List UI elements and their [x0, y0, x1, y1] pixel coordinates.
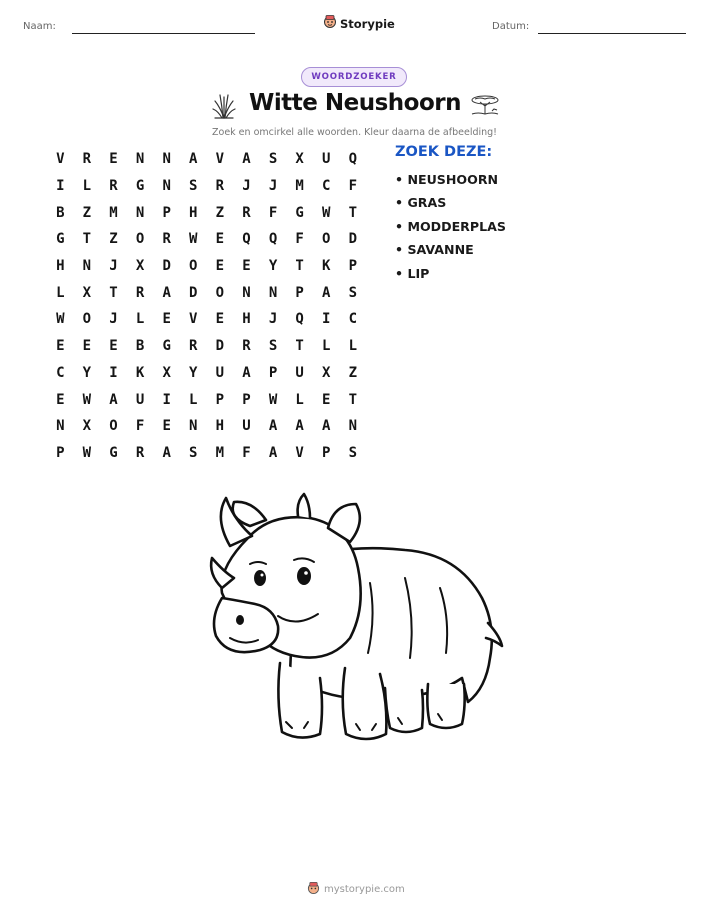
date-label: Datum:: [492, 21, 530, 32]
word-list-heading: ZOEK DEZE:: [395, 144, 493, 160]
grid-cell[interactable]: B: [56, 204, 65, 221]
grid-cell[interactable]: D: [348, 231, 358, 248]
grid-cell[interactable]: N: [348, 418, 358, 435]
grid-cell[interactable]: E: [162, 311, 171, 328]
grid-cell[interactable]: X: [82, 418, 92, 435]
grid-cell[interactable]: U: [322, 151, 331, 168]
grid-cell[interactable]: F: [135, 418, 145, 435]
grid-cell[interactable]: O: [322, 231, 331, 248]
grid-cell[interactable]: A: [268, 444, 278, 461]
grid-cell[interactable]: P: [215, 391, 225, 408]
grid-cell[interactable]: Z: [348, 364, 358, 381]
instructions: Zoek en omcirkel alle woorden. Kleur daarna de afbeelding!: [212, 127, 497, 138]
grid-cell[interactable]: W: [82, 444, 92, 461]
grid-cell[interactable]: F: [242, 444, 251, 461]
grid-cell[interactable]: G: [295, 204, 304, 221]
grid-cell[interactable]: W: [82, 391, 92, 408]
grid-cell[interactable]: G: [56, 231, 65, 248]
grid-cell[interactable]: C: [56, 364, 65, 381]
grid-cell[interactable]: P: [162, 204, 171, 221]
grid-cell[interactable]: P: [242, 391, 251, 408]
grid-cell[interactable]: E: [109, 151, 118, 168]
word-list-item: • LIP: [395, 264, 506, 287]
grid-cell[interactable]: H: [189, 204, 198, 221]
grid-cell[interactable]: S: [268, 338, 278, 355]
brand-name: Storypie: [340, 16, 395, 31]
grid-cell[interactable]: T: [348, 204, 358, 221]
grid-cell[interactable]: R: [242, 338, 251, 355]
grid-cell[interactable]: H: [215, 418, 225, 435]
grid-cell[interactable]: Y: [268, 258, 278, 275]
grid-cell[interactable]: R: [135, 284, 145, 301]
grid-cell[interactable]: V: [295, 444, 304, 461]
grid-cell[interactable]: E: [215, 231, 225, 248]
grid-cell[interactable]: N: [162, 178, 171, 195]
grid-cell[interactable]: S: [348, 284, 358, 301]
word-list-item: • NEUSHOORN: [395, 170, 506, 193]
grid-cell[interactable]: J: [109, 311, 118, 328]
grid-cell[interactable]: X: [82, 284, 92, 301]
grid-cell[interactable]: R: [242, 204, 251, 221]
grid-cell[interactable]: L: [82, 178, 92, 195]
grid-cell[interactable]: V: [189, 311, 198, 328]
name-line[interactable]: [72, 33, 255, 34]
grid-cell[interactable]: H: [56, 258, 65, 275]
grid-cell[interactable]: J: [268, 311, 278, 328]
storypie-logo-icon: [307, 880, 320, 899]
grid-cell[interactable]: T: [82, 231, 92, 248]
grid-cell[interactable]: S: [348, 444, 358, 461]
grid-cell[interactable]: N: [162, 151, 171, 168]
grid-cell[interactable]: E: [322, 391, 331, 408]
grid-cell[interactable]: A: [322, 284, 331, 301]
grid-cell[interactable]: X: [162, 364, 171, 381]
grid-cell[interactable]: W: [189, 231, 198, 248]
grid-cell[interactable]: K: [135, 364, 145, 381]
grid-cell[interactable]: X: [295, 151, 304, 168]
page-title: Witte Neushoorn: [249, 90, 461, 116]
grid-cell[interactable]: T: [348, 391, 358, 408]
grid-cell[interactable]: N: [56, 418, 65, 435]
grid-cell[interactable]: F: [348, 178, 358, 195]
grid-cell[interactable]: Z: [215, 204, 225, 221]
grid-cell[interactable]: W: [268, 391, 278, 408]
grid-cell[interactable]: R: [109, 178, 118, 195]
grid-cell[interactable]: E: [56, 338, 65, 355]
grid-cell[interactable]: U: [215, 364, 225, 381]
grid-cell[interactable]: D: [189, 284, 198, 301]
word-search-grid: [47, 146, 366, 466]
grid-cell[interactable]: X: [322, 364, 331, 381]
grid-cell[interactable]: E: [215, 311, 225, 328]
grid-cell[interactable]: T: [295, 338, 304, 355]
grid-cell[interactable]: P: [295, 284, 304, 301]
rhino-illustration: [200, 488, 510, 754]
grid-cell[interactable]: E: [109, 338, 118, 355]
grass-icon: [211, 91, 237, 123]
grid-cell[interactable]: Y: [189, 364, 198, 381]
date-line[interactable]: [538, 33, 686, 34]
grid-cell[interactable]: F: [295, 231, 304, 248]
grid-cell[interactable]: P: [348, 258, 358, 275]
grid-cell[interactable]: R: [135, 444, 145, 461]
grid-cell[interactable]: A: [268, 418, 278, 435]
grid-cell[interactable]: E: [215, 258, 225, 275]
grid-cell[interactable]: L: [295, 391, 304, 408]
grid-cell[interactable]: G: [109, 444, 118, 461]
grid-cell[interactable]: A: [162, 284, 171, 301]
grid-cell[interactable]: T: [109, 284, 118, 301]
grid-cell[interactable]: Q: [242, 231, 251, 248]
grid-cell[interactable]: J: [109, 258, 118, 275]
word-list-item: • GRAS: [395, 193, 506, 216]
word-list-item: • SAVANNE: [395, 240, 506, 263]
grid-cell[interactable]: Q: [295, 311, 304, 328]
grid-cell[interactable]: C: [348, 311, 358, 328]
grid-cell[interactable]: I: [322, 311, 331, 328]
grid-cell[interactable]: I: [56, 178, 65, 195]
grid-cell[interactable]: M: [109, 204, 118, 221]
grid-cell[interactable]: S: [189, 178, 198, 195]
grid-cell[interactable]: L: [189, 391, 198, 408]
grid-cell[interactable]: Z: [82, 204, 92, 221]
grid-cell[interactable]: G: [162, 338, 171, 355]
grid-cell[interactable]: N: [82, 258, 92, 275]
grid-cell[interactable]: U: [295, 364, 304, 381]
category-badge: WOORDZOEKER: [301, 67, 407, 87]
grid-cell[interactable]: S: [268, 151, 278, 168]
footer-url[interactable]: mystorypie.com: [324, 884, 405, 895]
grid-cell[interactable]: W: [56, 311, 65, 328]
grid-cell[interactable]: O: [215, 284, 225, 301]
grid-cell[interactable]: M: [295, 178, 304, 195]
grid-cell[interactable]: L: [135, 311, 145, 328]
grid-cell[interactable]: T: [295, 258, 304, 275]
grid-cell[interactable]: E: [242, 258, 251, 275]
grid-cell[interactable]: I: [162, 391, 171, 408]
grid-cell[interactable]: A: [109, 391, 118, 408]
grid-cell[interactable]: O: [135, 231, 145, 248]
grid-cell[interactable]: I: [109, 364, 118, 381]
grid-cell[interactable]: A: [242, 364, 251, 381]
word-list-item: • MODDERPLAS: [395, 217, 506, 240]
grid-cell[interactable]: U: [242, 418, 251, 435]
grid-cell[interactable]: O: [82, 311, 92, 328]
grid-cell[interactable]: K: [322, 258, 331, 275]
grid-cell[interactable]: Q: [348, 151, 358, 168]
grid-cell[interactable]: P: [56, 444, 65, 461]
footer: [307, 880, 405, 899]
brand: [323, 14, 395, 33]
grid-cell[interactable]: N: [135, 204, 145, 221]
grid-cell[interactable]: E: [56, 391, 65, 408]
grid-cell[interactable]: R: [82, 151, 92, 168]
grid-cell[interactable]: L: [322, 338, 331, 355]
grid-cell[interactable]: P: [268, 364, 278, 381]
grid-cell[interactable]: O: [109, 418, 118, 435]
grid-cell[interactable]: A: [242, 151, 251, 168]
grid-cell[interactable]: H: [242, 311, 251, 328]
grid-cell[interactable]: N: [268, 284, 278, 301]
grid-cell[interactable]: E: [162, 418, 171, 435]
storypie-logo-icon: [323, 14, 337, 33]
grid-cell[interactable]: V: [56, 151, 65, 168]
grid-cell[interactable]: S: [189, 444, 198, 461]
grid-cell[interactable]: W: [322, 204, 331, 221]
grid-cell[interactable]: A: [322, 418, 331, 435]
grid-cell[interactable]: E: [82, 338, 92, 355]
grid-cell[interactable]: N: [135, 151, 145, 168]
grid-cell[interactable]: Y: [82, 364, 92, 381]
name-label: Naam:: [23, 21, 56, 32]
grid-cell[interactable]: Z: [109, 231, 118, 248]
grid-cell[interactable]: D: [215, 338, 225, 355]
grid-cell[interactable]: X: [135, 258, 145, 275]
grid-cell[interactable]: B: [135, 338, 145, 355]
grid-cell[interactable]: C: [322, 178, 331, 195]
grid-cell[interactable]: M: [215, 444, 225, 461]
grid-cell[interactable]: A: [295, 418, 304, 435]
grid-cell[interactable]: G: [135, 178, 145, 195]
grid-cell[interactable]: N: [242, 284, 251, 301]
grid-cell[interactable]: L: [348, 338, 358, 355]
word-list: [395, 170, 506, 287]
grid-cell[interactable]: A: [189, 151, 198, 168]
grid-cell[interactable]: V: [215, 151, 225, 168]
savanna-tree-icon: [470, 94, 500, 120]
grid-cell[interactable]: U: [135, 391, 145, 408]
grid-cell[interactable]: Q: [268, 231, 278, 248]
grid-cell[interactable]: R: [162, 231, 171, 248]
grid-cell[interactable]: R: [189, 338, 198, 355]
grid-cell[interactable]: N: [189, 418, 198, 435]
grid-cell[interactable]: J: [242, 178, 251, 195]
grid-cell[interactable]: O: [189, 258, 198, 275]
grid-cell[interactable]: F: [268, 204, 278, 221]
grid-cell[interactable]: L: [56, 284, 65, 301]
grid-cell[interactable]: A: [162, 444, 171, 461]
grid-cell[interactable]: R: [215, 178, 225, 195]
grid-cell[interactable]: J: [268, 178, 278, 195]
grid-cell[interactable]: D: [162, 258, 171, 275]
grid-cell[interactable]: P: [322, 444, 331, 461]
